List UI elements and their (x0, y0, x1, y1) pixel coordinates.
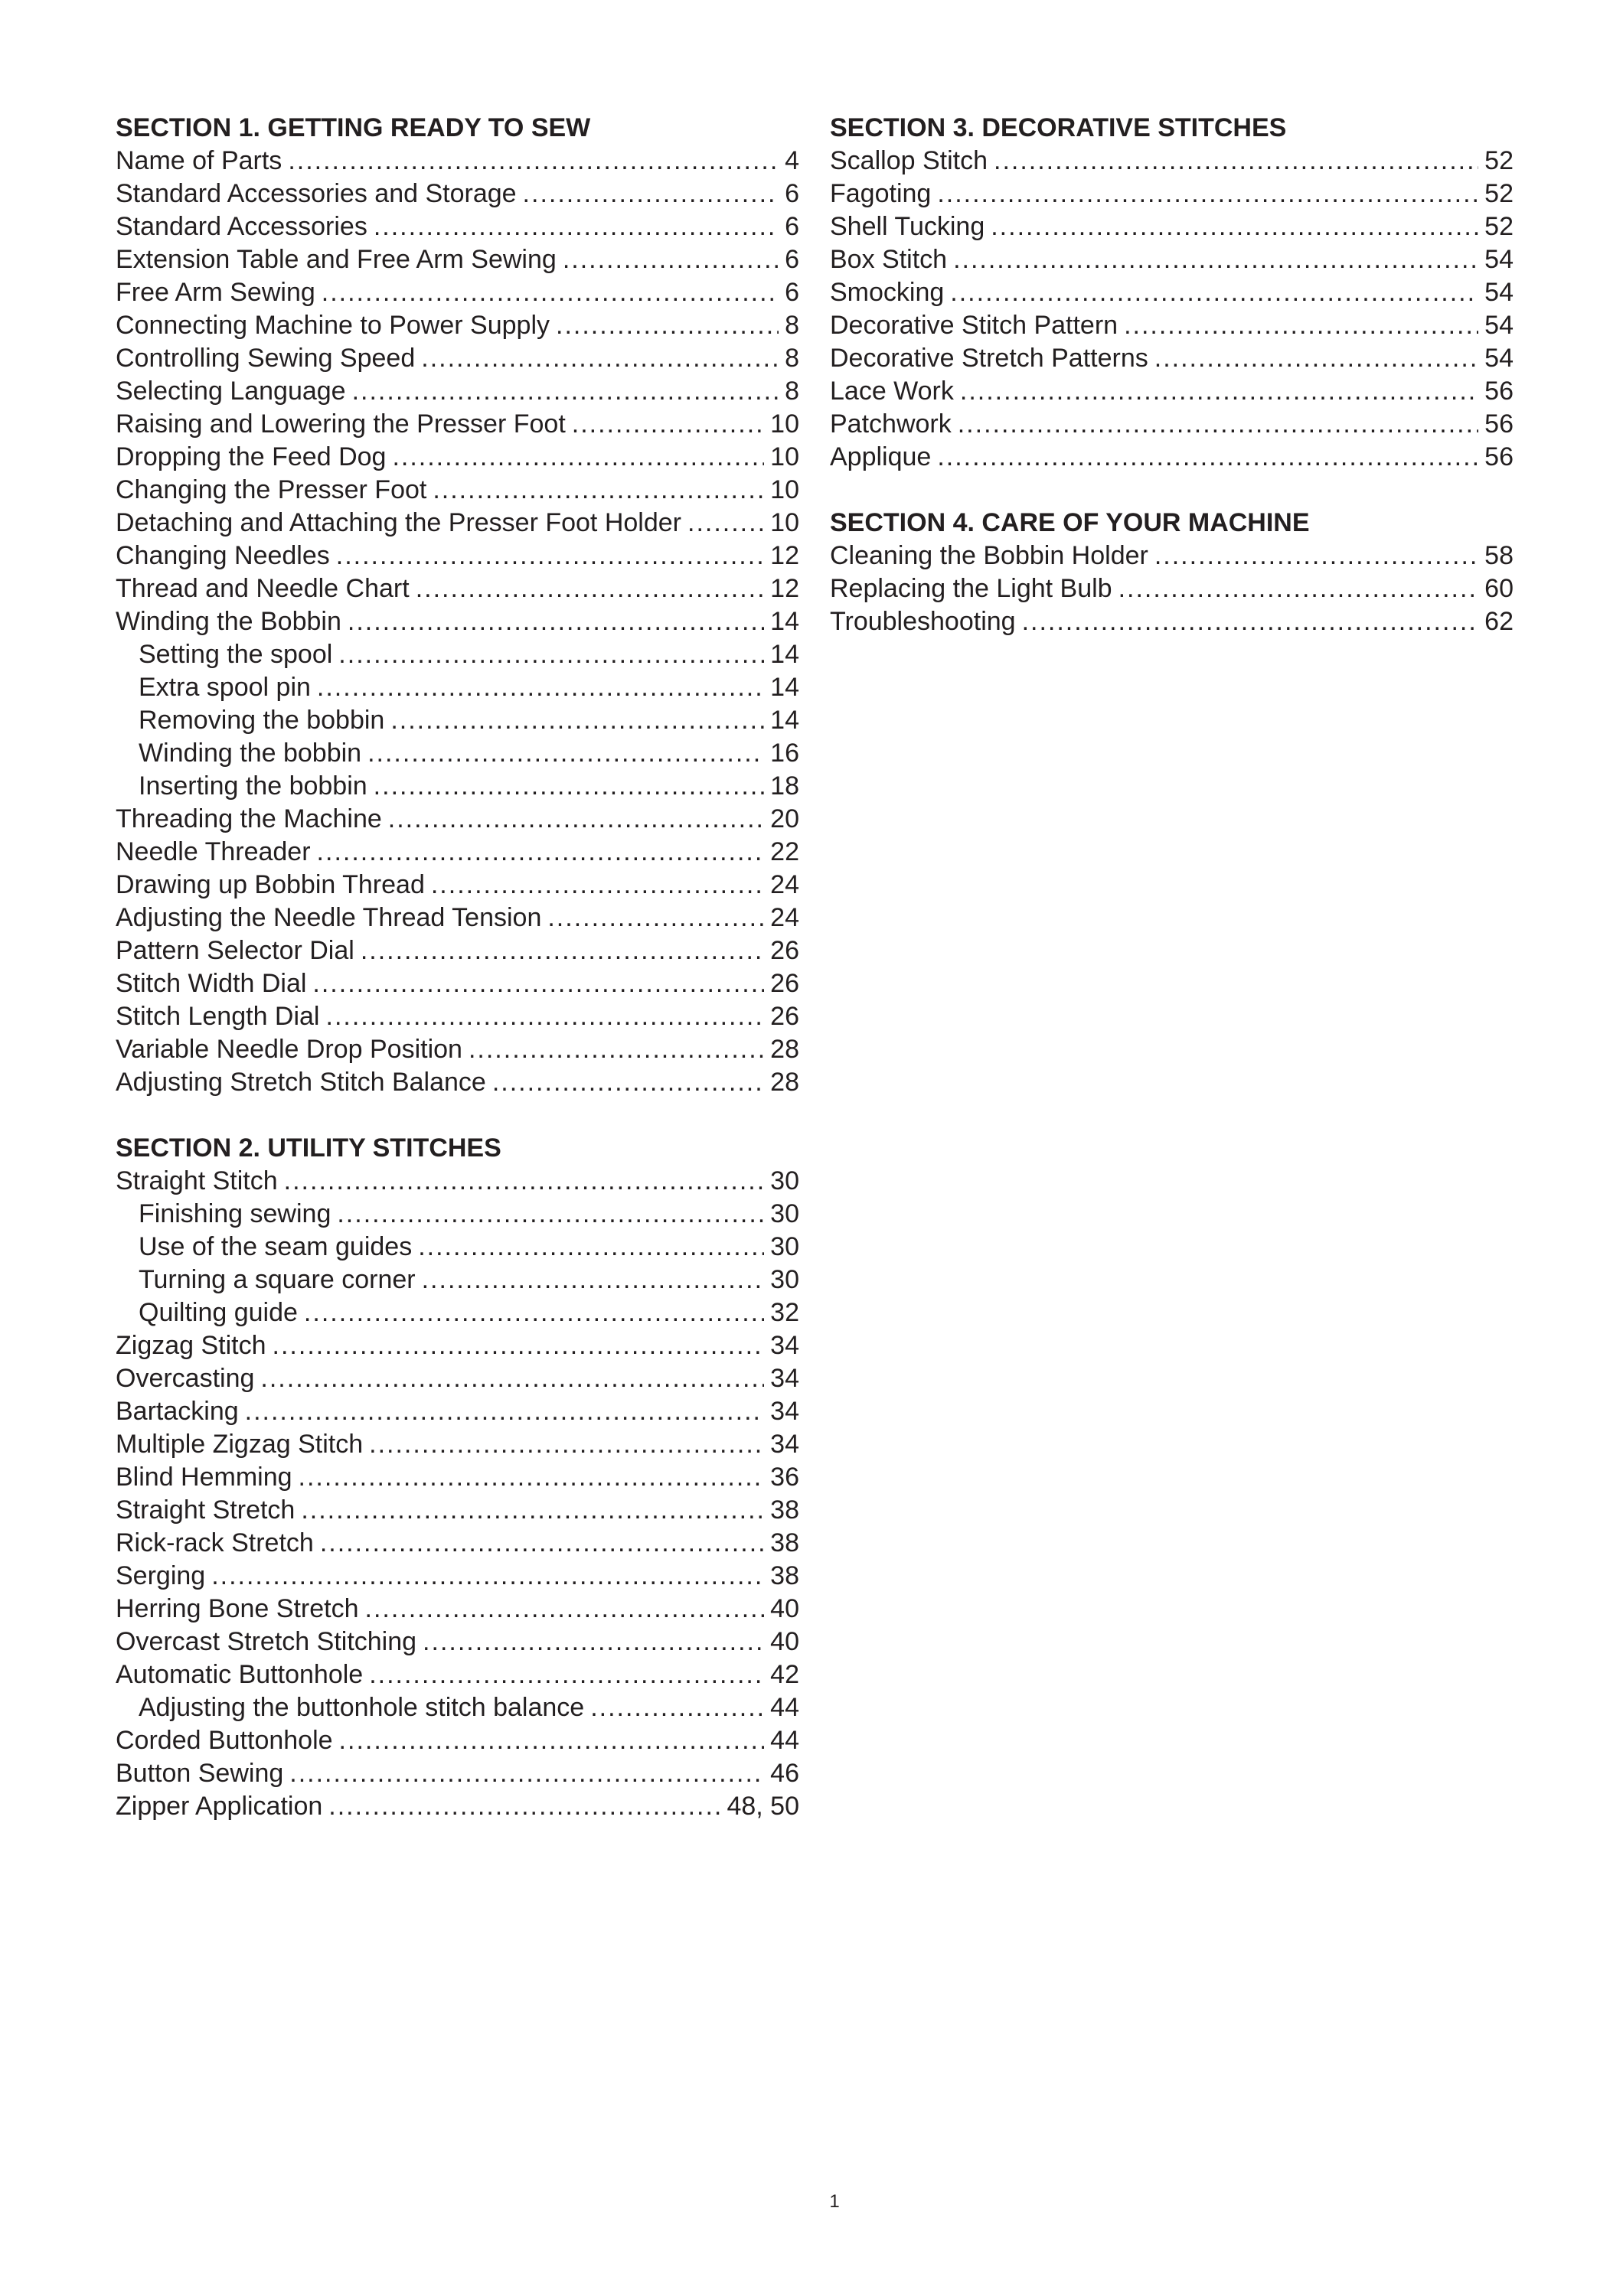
toc-entry (116, 145, 799, 178)
toc-entry-label: Button Sewing (116, 1759, 284, 1788)
toc-entry (116, 869, 799, 902)
toc-entry-page: 44 (770, 1726, 799, 1755)
toc-entry (116, 178, 799, 210)
toc-entry-page: 54 (1484, 311, 1514, 340)
dot-leader (422, 1264, 765, 1296)
toc-entry-list (116, 145, 799, 1099)
toc-entry-page: 8 (785, 377, 799, 406)
toc-entry-page: 60 (1484, 574, 1514, 603)
dot-leader (289, 1757, 764, 1790)
toc-entry-label: Use of the seam guides (139, 1232, 413, 1261)
toc-entry-label: Applique (830, 442, 932, 471)
toc-entry-label: Standard Accessories (116, 212, 367, 241)
toc-entry (116, 803, 799, 836)
toc-entry (116, 1165, 799, 1198)
toc-entry (116, 1691, 799, 1724)
toc-entry-page: 56 (1484, 409, 1514, 439)
section-heading: SECTION 3. DECORATIVE STITCHES (830, 113, 1287, 142)
toc-entry-page: 38 (770, 1495, 799, 1525)
toc-entry (830, 243, 1514, 276)
toc-entry-label: Changing the Presser Foot (116, 475, 427, 504)
dot-leader (687, 507, 764, 540)
toc-entry-label: Overcasting (116, 1364, 255, 1393)
toc-section-section-2-utility-stitches (116, 1132, 799, 1823)
toc-entry-page: 8 (785, 344, 799, 373)
toc-entry-page: 54 (1484, 245, 1514, 274)
dot-leader (301, 1494, 764, 1527)
toc-entry-page: 44 (770, 1693, 799, 1722)
toc-entry-label: Shell Tucking (830, 212, 985, 241)
toc-entry-label: Drawing up Bobbin Thread (116, 870, 425, 899)
toc-entry (116, 507, 799, 540)
toc-entry-label: Adjusting the buttonhole stitch balance (139, 1693, 585, 1722)
toc-entry (116, 441, 799, 474)
dot-leader (1118, 572, 1479, 605)
toc-entry-label: Zigzag Stitch (116, 1331, 266, 1360)
toc-entry (116, 1198, 799, 1231)
toc-entry-label: Stitch Length Dial (116, 1002, 320, 1031)
toc-entry-label: Threading the Machine (116, 804, 382, 833)
toc-entry (116, 1329, 799, 1362)
toc-entry-page: 34 (770, 1331, 799, 1360)
toc-entry-page: 14 (770, 607, 799, 636)
toc-entry (116, 770, 799, 803)
dot-leader (431, 869, 764, 902)
toc-entry-label: Straight Stretch (116, 1495, 296, 1525)
toc-entry-label: Extension Table and Free Arm Sewing (116, 245, 557, 274)
toc-entry-page: 10 (770, 442, 799, 471)
dot-leader (322, 276, 779, 309)
toc-entry-page: 48, 50 (727, 1792, 799, 1821)
toc-entry (116, 1757, 799, 1790)
toc-entry-page: 26 (770, 969, 799, 998)
dot-leader (326, 1000, 765, 1033)
dot-leader (374, 210, 779, 243)
toc-entry-page: 62 (1484, 607, 1514, 636)
toc-entry (116, 902, 799, 934)
toc-entry-label: Adjusting Stretch Stitch Balance (116, 1068, 486, 1097)
toc-entry-label: Needle Threader (116, 837, 311, 866)
toc-entry-page: 10 (770, 508, 799, 537)
dot-leader (367, 737, 764, 770)
dot-leader (328, 1790, 720, 1823)
dot-leader (365, 1593, 765, 1626)
dot-leader (361, 934, 764, 967)
toc-entry-label: Winding the bobbin (139, 739, 362, 768)
toc-entry-page: 4 (785, 146, 799, 175)
toc-entry-list (830, 540, 1514, 638)
toc-entry (830, 210, 1514, 243)
toc-entry (116, 967, 799, 1000)
toc-entry-page: 34 (770, 1364, 799, 1393)
toc-entry-label: Controlling Sewing Speed (116, 344, 416, 373)
toc-entry (116, 210, 799, 243)
toc-entry-label: Scallop Stitch (830, 146, 988, 175)
dot-leader (433, 474, 764, 507)
toc-entry (116, 1231, 799, 1264)
toc-entry-label: Box Stitch (830, 245, 948, 274)
dot-leader (1022, 605, 1479, 638)
toc-entry (830, 276, 1514, 309)
toc-entry-label: Adjusting the Needle Thread Tension (116, 903, 542, 932)
toc-entry-label: Thread and Needle Chart (116, 574, 410, 603)
toc-entry-page: 28 (770, 1035, 799, 1064)
toc-entry-page: 12 (770, 541, 799, 570)
toc-entry-page: 30 (770, 1232, 799, 1261)
toc-entry (830, 408, 1514, 441)
toc-entry-label: Finishing sewing (139, 1199, 331, 1228)
section-heading: SECTION 2. UTILITY STITCHES (116, 1133, 501, 1163)
toc-entry-page: 46 (770, 1759, 799, 1788)
toc-entry (116, 1066, 799, 1099)
toc-entry (116, 1362, 799, 1395)
toc-section-section-4-care-of-your-machine (830, 507, 1514, 638)
toc-entry-label: Pattern Selector Dial (116, 936, 354, 965)
toc-entry-label: Decorative Stitch Pattern (830, 311, 1118, 340)
toc-entry (116, 474, 799, 507)
toc-entry-label: Zipper Application (116, 1792, 323, 1821)
toc-entry-label: Smocking (830, 278, 945, 307)
toc-right-column (830, 112, 1514, 638)
toc-entry (116, 836, 799, 869)
toc-entry (116, 737, 799, 770)
dot-leader (958, 408, 1478, 441)
toc-left-column (116, 112, 799, 1823)
dot-leader (416, 572, 764, 605)
toc-entry (116, 671, 799, 704)
toc-entry (116, 1264, 799, 1296)
dot-leader (392, 441, 764, 474)
toc-entry-label: Rick-rack Stretch (116, 1528, 314, 1557)
toc-entry-page: 52 (1484, 146, 1514, 175)
toc-entry (116, 605, 799, 638)
dot-leader (960, 375, 1478, 408)
toc-entry (116, 309, 799, 342)
dot-leader (288, 145, 779, 178)
dot-leader (1154, 540, 1478, 572)
toc-entry-page: 24 (770, 870, 799, 899)
toc-entry-label: Quilting guide (139, 1298, 298, 1327)
toc-entry-page: 42 (770, 1660, 799, 1689)
toc-entry (116, 1000, 799, 1033)
toc-entry-page: 10 (770, 409, 799, 439)
dot-leader (953, 243, 1478, 276)
toc-entry (116, 375, 799, 408)
dot-leader (590, 1691, 764, 1724)
dot-leader (260, 1362, 764, 1395)
toc-entry (116, 1428, 799, 1461)
toc-entry-page: 24 (770, 903, 799, 932)
toc-entry (116, 342, 799, 375)
toc-entry (830, 605, 1514, 638)
toc-entry (830, 572, 1514, 605)
dot-leader (421, 342, 779, 375)
toc-entry-page: 20 (770, 804, 799, 833)
toc-entry-label: Patchwork (830, 409, 952, 439)
toc-entry-label: Extra spool pin (139, 673, 311, 702)
dot-leader (312, 967, 764, 1000)
dot-leader (317, 836, 765, 869)
toc-entry-label: Selecting Language (116, 377, 346, 406)
dot-leader (336, 540, 764, 572)
toc-entry-label: Serging (116, 1561, 206, 1590)
dot-leader (572, 408, 764, 441)
toc-entry-page: 14 (770, 706, 799, 735)
toc-entry-page: 30 (770, 1265, 799, 1294)
toc-entry-label: Bartacking (116, 1397, 239, 1426)
toc-section-section-1-getting-ready-to-sew (116, 112, 799, 1099)
toc-entry-page: 12 (770, 574, 799, 603)
dot-leader (211, 1560, 764, 1593)
toc-entry (830, 145, 1514, 178)
dot-leader (1154, 342, 1478, 375)
toc-entry-page: 6 (785, 278, 799, 307)
toc-entry-label: Stitch Width Dial (116, 969, 307, 998)
toc-entry-label: Connecting Machine to Power Supply (116, 311, 550, 340)
dot-leader (299, 1461, 765, 1494)
toc-entry-label: Variable Needle Drop Position (116, 1035, 462, 1064)
toc-entry-page: 16 (770, 739, 799, 768)
toc-entry-page: 8 (785, 311, 799, 340)
dot-leader (369, 1658, 764, 1691)
section-heading: SECTION 1. GETTING READY TO SEW (116, 113, 591, 142)
toc-entry (830, 342, 1514, 375)
dot-leader (423, 1626, 764, 1658)
toc-entry-label: Detaching and Attaching the Presser Foot Holder (116, 508, 681, 537)
toc-entry-label: Name of Parts (116, 146, 282, 175)
toc-section-section-3-decorative-stitches (830, 112, 1514, 474)
toc-entry-page: 54 (1484, 344, 1514, 373)
dot-leader (245, 1395, 765, 1428)
dot-leader (338, 638, 764, 671)
toc-entry-label: Multiple Zigzag Stitch (116, 1430, 364, 1459)
dot-leader (1124, 309, 1478, 342)
dot-leader (374, 770, 765, 803)
toc-entry-label: Free Arm Sewing (116, 278, 315, 307)
toc-entry (116, 572, 799, 605)
toc-entry-page: 58 (1484, 541, 1514, 570)
toc-entry-page: 18 (770, 771, 799, 801)
toc-entry (830, 178, 1514, 210)
toc-entry-page: 54 (1484, 278, 1514, 307)
toc-entry-label: Troubleshooting (830, 607, 1016, 636)
dot-leader (950, 276, 1478, 309)
toc-entry-page: 36 (770, 1463, 799, 1492)
toc-entry (116, 1626, 799, 1658)
toc-entry (116, 1593, 799, 1626)
dot-leader (284, 1165, 765, 1198)
dot-leader (492, 1066, 764, 1099)
toc-entry (116, 243, 799, 276)
dot-leader (317, 671, 764, 704)
toc-entry-label: Inserting the bobbin (139, 771, 367, 801)
toc-entry (116, 1560, 799, 1593)
toc-entry-page: 30 (770, 1166, 799, 1195)
dot-leader (937, 178, 1478, 210)
toc-entry-page: 10 (770, 475, 799, 504)
dot-leader (469, 1033, 764, 1066)
toc-entry-label: Changing Needles (116, 541, 330, 570)
toc-entry-page: 26 (770, 936, 799, 965)
toc-entry-list (830, 145, 1514, 474)
toc-entry-label: Removing the bobbin (139, 706, 385, 735)
toc-entry-label: Replacing the Light Bulb (830, 574, 1112, 603)
toc-entry-page: 32 (770, 1298, 799, 1327)
toc-entry (116, 1527, 799, 1560)
toc-entry-page: 22 (770, 837, 799, 866)
toc-entry-page: 14 (770, 640, 799, 669)
dot-leader (523, 178, 779, 210)
toc-entry (116, 1395, 799, 1428)
toc-entry-page: 34 (770, 1430, 799, 1459)
dot-leader (390, 704, 764, 737)
toc-entry-page: 56 (1484, 377, 1514, 406)
dot-leader (320, 1527, 764, 1560)
dot-leader (547, 902, 764, 934)
toc-entry-label: Winding the Bobbin (116, 607, 341, 636)
dot-leader (348, 605, 764, 638)
toc-entry-page: 40 (770, 1627, 799, 1656)
dot-leader (273, 1329, 765, 1362)
toc-entry-label: Decorative Stretch Patterns (830, 344, 1148, 373)
toc-entry-label: Fagoting (830, 179, 932, 208)
toc-entry-label: Herring Bone Stretch (116, 1594, 359, 1623)
dot-leader (304, 1296, 764, 1329)
toc-entry-page: 56 (1484, 442, 1514, 471)
dot-leader (994, 145, 1478, 178)
toc-entry-page: 38 (770, 1528, 799, 1557)
toc-entry (116, 1494, 799, 1527)
toc-entry-label: Turning a square corner (139, 1265, 416, 1294)
dot-leader (556, 309, 779, 342)
toc-entry (116, 704, 799, 737)
toc-entry-label: Setting the spool (139, 640, 333, 669)
toc-entry-page: 40 (770, 1594, 799, 1623)
toc-entry-page: 52 (1484, 212, 1514, 241)
toc-entry-label: Dropping the Feed Dog (116, 442, 387, 471)
toc-entry (830, 540, 1514, 572)
toc-entry-page: 6 (785, 179, 799, 208)
dot-leader (369, 1428, 764, 1461)
toc-entry-label: Corded Buttonhole (116, 1726, 333, 1755)
toc-entry-page: 28 (770, 1068, 799, 1097)
toc-entry (116, 540, 799, 572)
toc-entry (116, 276, 799, 309)
dot-leader (937, 441, 1478, 474)
toc-entry-label: Overcast Stretch Stitching (116, 1627, 417, 1656)
toc-entry-page: 38 (770, 1561, 799, 1590)
toc-entry-label: Blind Hemming (116, 1463, 292, 1492)
toc-entry-label: Lace Work (830, 377, 954, 406)
dot-leader (339, 1724, 765, 1757)
dot-leader (388, 803, 764, 836)
toc-entry-label: Straight Stitch (116, 1166, 278, 1195)
toc-entry-page: 6 (785, 212, 799, 241)
toc-entry (116, 1790, 799, 1823)
section-heading: SECTION 4. CARE OF YOUR MACHINE (830, 508, 1310, 537)
toc-entry-label: Raising and Lowering the Presser Foot (116, 409, 566, 439)
dot-leader (563, 243, 779, 276)
toc-entry (116, 638, 799, 671)
toc-entry (830, 375, 1514, 408)
toc-entry (830, 441, 1514, 474)
toc-entry-page: 14 (770, 673, 799, 702)
toc-entry (116, 1033, 799, 1066)
dot-leader (352, 375, 779, 408)
toc-entry (116, 1461, 799, 1494)
toc-entry (116, 1658, 799, 1691)
toc-entry-label: Automatic Buttonhole (116, 1660, 364, 1689)
dot-leader (337, 1198, 764, 1231)
toc-entry (116, 934, 799, 967)
toc-entry-list (116, 1165, 799, 1823)
toc-entry (830, 309, 1514, 342)
dot-leader (418, 1231, 764, 1264)
toc-entry (116, 1724, 799, 1757)
toc-entry-label: Standard Accessories and Storage (116, 179, 517, 208)
toc-entry-label: Cleaning the Bobbin Holder (830, 541, 1148, 570)
toc-entry-page: 26 (770, 1002, 799, 1031)
toc-entry-page: 34 (770, 1397, 799, 1426)
toc-entry-page: 52 (1484, 179, 1514, 208)
toc-entry-page: 6 (785, 245, 799, 274)
dot-leader (991, 210, 1478, 243)
page-number: 1 (829, 2191, 840, 2212)
toc-entry (116, 408, 799, 441)
toc-entry-page: 30 (770, 1199, 799, 1228)
toc-entry (116, 1296, 799, 1329)
